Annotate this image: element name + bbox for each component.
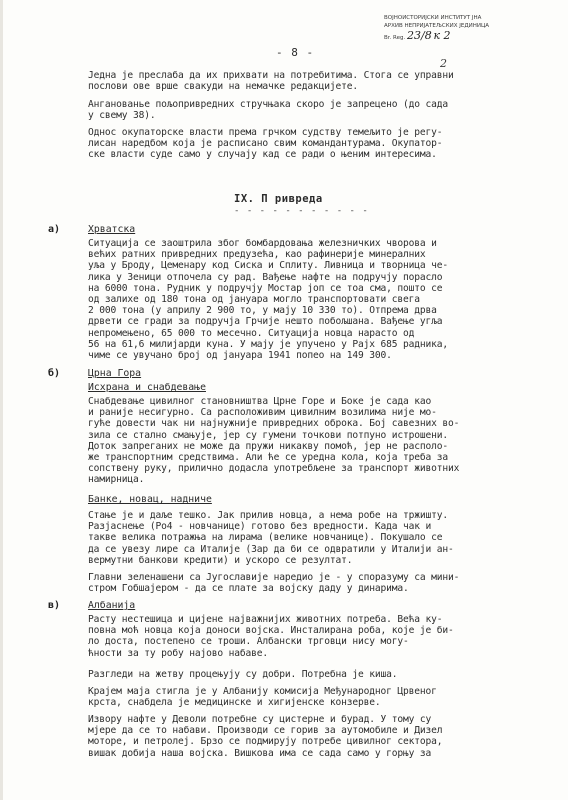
stamp-reg-number: 23/8 (406, 29, 432, 42)
section-v-body-oil: Извору нафте у Деволи потребне су цистерне и бурад. У тому су мјере да се то набави. Производи се горив за аутомобиле и Дизел моторе, и петролеј. Брзо се подмирују потребе цивилног сектора, вишак добија наша војска. Вишкова има се сада само у горњу за (88, 714, 443, 759)
section-b-body-banks: Стање је и даље тешко. Јак прилив новца, а нема робе на тржишту. Разјаснење (Ро4 - новчанице) готово без вредности. Када чак и такве велика потражња на лирама (велике новчанице). Покушало се да се увезу лире са Италије (Зар да би се одвратили у Италији ан- вермутни банкови кредити) и ускоро се резултат. (88, 510, 454, 566)
archive-stamp (384, 14, 516, 70)
stamp-line-2: АРХИВ НЕПРИЈАТЕЉСКИХ ЈЕДИНИЦА (384, 23, 490, 29)
section-v-body-red-cross: Крајем маја стигла је у Албанију комисија Међународног Црвеног крста, снабдела је медицинске и хигијенске конзерве. (88, 686, 437, 709)
paragraph-top: Једна је преслаба да их прихвати на потребитима. Стога се управни послови ове врше свакуди на немачке редакцијете. (88, 70, 454, 93)
section-a-body: Ситуација се заоштрила због бомбардовања железничких чворова и већих ратних привредних предузећа, као рафинерије минералних уља у Броду, Цеменару код Сиска и Сплиту. Ливница и творница че- лика у Зеници отпочела су рад. Вађење нафте на подручју порасло на 6000 тона. Рудник у подручју Мостар јоп се тоа сма, пошто се од залихе од 180 тона од јануара могло транспортовати свега 2 000 тона (у априлу 2 900 то, у мају 10 330 то). Отпрема дрва дрвети се гради за подручја Грчије нешто побољшана. Вађење угља непромењено, 65 000 то месечно. Ситуација новца нарасто од 56 на 61,6 милијарди куна. У мају је упучено у Рајх 685 радника, чиме се увучано број од јануара 1941 попео на 149 300. (88, 238, 449, 362)
stamp-reg-prefix: Br. Reg. (384, 35, 406, 41)
section-v-body-harvest: Разгледи на жетву процењују су добри. Потребна је киша. (88, 669, 398, 680)
section-v-title: Албанија (88, 600, 136, 611)
section-v-mark: в) (48, 600, 61, 611)
stamp-reg-sub: 2 (440, 57, 447, 70)
paragraph-agronomists: Анганованье пољопривредних стручњака скоро је запрецено (до сада у свему 38). (88, 99, 449, 122)
section-b-body-dinars: Главни зеленашени са Југославије наредио је - у споразуму са мини- стром Гобшајером - да се плате за војску даду у динарима. (88, 572, 460, 595)
stamp-reg-row (384, 29, 516, 42)
section-b-mark: б) (48, 368, 61, 379)
chapter-title: IX. П ривреда (234, 193, 323, 205)
chapter-underline: - - - - - - - - - - - (234, 206, 369, 216)
page-number: - 8 - (276, 46, 315, 59)
section-b-subheading-banks: Банке, новац, надниче (88, 494, 212, 505)
stamp-line-1: ВОЈНОИСТОРИЈСКИ ИНСТИТУТ ЈНА (384, 15, 482, 21)
section-a-title: Хрватска (88, 224, 136, 235)
stamp-reg-suffix: к 2 (433, 29, 451, 42)
section-b-body-supply: Снабдевање цивилног становништва Црне Горе и Боке је сада као и раније несигурно. Са расположивим цивилним возилима није мо- гуће довести чак ни најнужније привредних оброка. Бој савезних во- зила се стално смањује, јер су гумени точкови потпуно истрошени. Доток запреганих не може да пружи никакву помоћ, јер не располо- же транспортним средствима. Али ће се уредна кола, која треба за сопствену руку, прилично додасла употребљене за транспорт животних намирница. (88, 396, 460, 486)
section-a-mark: а) (48, 224, 61, 235)
section-b-subheading-supply: Исхрана и снабдевање (88, 382, 206, 393)
paragraph-occupation-courts: Однос окупаторске власти према грчком судству темељито је регу- лисан наредбом која је расписано свим командантурама. Окупатор- ске власти суде само у случају кад се ради о њеним интересима. (88, 127, 443, 161)
section-b-title: Црна Гора (88, 368, 142, 379)
section-v-body-prices: Расту нестешица и цијене најважнијих животних потреба. Већа ку- повна моћ новца која доноси војска. Инсталирана роба, које је би- ло доста, постепено се троши. Албански трговци нису могу- ћности за ту робу најово набаве. (88, 614, 454, 659)
scan-edge (0, 0, 3, 800)
